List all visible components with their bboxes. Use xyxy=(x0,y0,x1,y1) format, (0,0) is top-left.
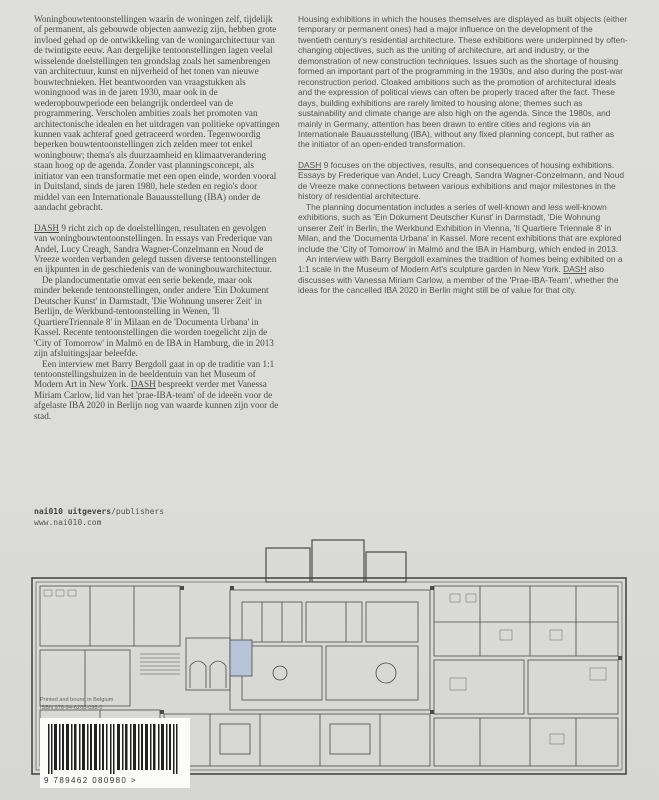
dutch-text-column xyxy=(34,14,280,421)
english-interview-text-a: An interview with Barry Bergdoll examines the tradition of homes being exhibited on a 1:1 scale in the Museum of Modern Art's sculpture garden in New York. xyxy=(298,253,623,275)
dutch-paragraph-interview xyxy=(34,359,280,422)
dutch-paragraph-intro: Woningbouwtentoonstellingen waarin de woningen zelf, tijdelijk of permanent, als gebouwde objecten aanwezig zijn, hebben grote invloed gehad op de ontwikkeling van de woningarchitectuur van de twintigste eeuw. Aan dergelijke tentoonstellingen lagen veelal wisselende doelstellingen ten grondslag zoals het samenbrengen van architectuur, kunst en nijverheid of het tonen van nieuwe bouwtechnieken. Het beantwoorden van vraagstukken als woningnood was in de jaren 1930, maar ook in de wederopbouwperiode een belangrijk onderdeel van de programmering. Verscholen ambities zoals het promoten van architectonische idealen en het uitdragen van politieke opvattingen kunnen vaak achteraf goed getraceerd worden. Tegenwoordig beperken bouwtentoonstellingen zich zelden meer tot enkel woningbouw; thema's als duurzaamheid en klimaatverandering staan hoog op de agenda. Zonder vast planningsconcept, als initiator van een transformatie met een open einde, worden vooral in Duitsland, sinds de jaren 1980, hele steden en regio's door middel van een Internationale Bauausstellung (IBA) onder de aandacht gebracht. xyxy=(34,14,280,213)
dutch-interview-text-b: bespreekt verder met Vanessa Miriam Carlow, lid van het 'prae-IBA-team' of de ideeën voor de afgelaste IBA 2020 in Berlijn nog van waarde kunnen zijn voor de stad. xyxy=(34,379,279,421)
english-interview-text-b: also discusses with Vanessa Miriam Carlow, a member of the 'Prae-IBA-Team', whether the ideas for the cancelled IBA 2020 in Berlin might still be of value for that city. xyxy=(298,264,619,296)
dash-link[interactable]: DASH xyxy=(298,159,322,170)
printed-in: Printed and bound in Belgium xyxy=(40,697,114,703)
barcode-number xyxy=(44,776,137,785)
dash-link[interactable]: DASH xyxy=(563,264,587,275)
dash-link[interactable]: DASH xyxy=(34,222,60,233)
plan-highlight xyxy=(230,640,252,676)
dash-link[interactable]: DASH xyxy=(130,379,156,390)
barcode-digits: 9 789462 080980 xyxy=(44,776,128,785)
publisher-block xyxy=(34,506,164,528)
english-text-column xyxy=(298,14,628,296)
english-paragraph-dash xyxy=(298,160,628,202)
barcode-bars xyxy=(48,724,184,774)
english-dash-text: 9 focuses on the objectives, results, and consequences of housing exhibitions. Essays by Frederique van Andel, Lucy Creagh, Sandra Wagner-Conzelmann, and Noud de Vreeze make connections between various exhibitions and major milestones in the history of residential architecture. xyxy=(298,159,625,202)
barcode xyxy=(40,718,190,788)
isbn: ISBN 978-94-6208-098-0 xyxy=(40,705,103,711)
publisher-url[interactable]: www.nai010.com xyxy=(34,518,102,527)
dutch-interview-text-a: Een interview met Barry Bergdoll gaat in op de traditie van 1:1 tentoonstellingshuizen in de beeldentuin van het Museum of Modern Art in New York. xyxy=(34,358,275,390)
dutch-paragraph-dash xyxy=(34,223,280,275)
dutch-dash-text: 9 richt zich op de doelstellingen, resultaten en gevolgen van woningbouwtentoonstellingen. In essays van Frederique van Andel, Lucy Creagh, Sandra Wagner-Conzelmann en Noud de Vreeze worden verbanden gelegd tussen diverse tentoonstellingen en ijkpunten in de geschiedenis van de woningbouwarchitectuur. xyxy=(34,222,277,275)
english-paragraph-documentation: The planning documentation includes a series of well-known and less well-known exhibitions, such as 'Ein Dokument Deutscher Kunst' in Darmstadt, 'Die Wohnung unserer Zeit' in Berlin, the Werkbund Exhibition in Vienna, 'Il Quartiere Triennale 8' in Milan, and the 'Documenta Urbana' in Kassel. More recent exhibitions that are explored include the 'City of Tomorrow' in Malmö and the IBA in Hamburg, which ended in 2013. xyxy=(298,201,622,254)
publisher-name-rest: /publishers xyxy=(111,507,165,516)
publisher-name xyxy=(34,506,164,517)
publisher-name-bold: nai010 uitgevers xyxy=(34,507,112,516)
dutch-paragraph-documentation: De plandocumentatie omvat een serie bekende, maar ook minder bekende tentoonstellingen, onder andere 'Ein Dokument Deutscher Kunst' in Darmstadt, 'Die Wohnung unserer Zeit' in Berlijn, de Werkbund-tentoonstelling in Wenen, 'Il QuartiereTriennale 8' in Milaan en de 'Documenta Urbana' in Kassel. Recente tentoonstellingen die worden toegelicht zijn de 'City of Tomorrow' in Malmö en de IBA in Hamburg, die in 2013 zijn afsluitingsjaar beleefde. xyxy=(34,274,274,359)
english-paragraph-intro: Housing exhibitions in which the houses themselves are displayed as built objects (either temporary or permanent ones) had a major influence on the development of the twentieth century's residential architecture. These exhibitions were underpinned by often-changing objectives, such as the uniting of architecture, art and industry, or the demonstration of new construction techniques. Issues such as the shortage of housing formed an important part of the programming in the 1930s, and also during the post-war reconstruction period. Cloaked ambitions such as the promotion of architectural ideals and the expression of political views can often be properly traced after the fact. These days, building exhibitions are rarely limited to housing alone; themes such as sustainability and climate change are also high on the agenda. Since the 1980s, and mainly in Germany, attention has been drawn to entire cities and regions via an Internationale Bauausstellung (IBA), without any fixed planning concept, but rather as the initiator of an open-ended transformation. xyxy=(298,14,628,150)
colophon xyxy=(40,696,113,712)
barcode-suffix: > xyxy=(130,776,137,785)
english-paragraph-interview xyxy=(298,254,628,296)
